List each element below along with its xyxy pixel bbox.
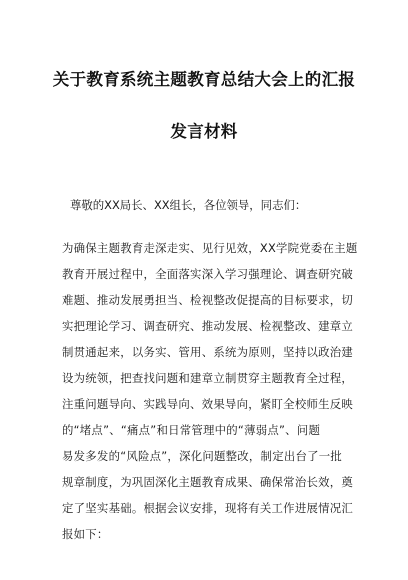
body-line: 规章制度，为巩固深化主题教育成果、确保常治长效，奠	[62, 475, 354, 489]
document-title-line-1: 关于教育系统主题教育总结大会上的汇报	[52, 70, 356, 89]
body-line: 为确保主题教育走深走实、见行见效，XX学院党委在主题	[62, 241, 358, 255]
body-line: 制贯通起来，以务实、管用、系统为原则，坚持以政治建	[62, 345, 354, 359]
body-line: 难题、推动发展勇担当、检视整改促提高的目标要求，切	[62, 293, 354, 307]
salutation: 尊敬的XX局长、XX组长，各位领导，同志们：	[70, 198, 307, 212]
body-line: 定了坚实基础。根据会议安排，现将有关工作进展情况汇	[62, 501, 354, 515]
body-line: 注重问题导向、实践导向、效果导向，紧盯全校师生反映	[62, 397, 354, 411]
body-line: 设为统领，把查找问题和建章立制贯穿主题教育全过程，	[62, 371, 354, 385]
body-line: 教育开展过程中，全面落实深入学习强理论、调查研究破	[62, 267, 354, 281]
body-line: 易发多发的“风险点”，深化问题整改，制定出台了一批	[62, 449, 343, 463]
document-title-line-2: 发言材料	[170, 122, 238, 141]
body-line: 的“堵点”、“痛点”和日常管理中的“薄弱点”、问题	[62, 423, 321, 437]
body-line: 实把理论学习、调查研究、推动发展、检视整改、建章立	[62, 319, 354, 333]
body-line: 报如下：	[62, 527, 109, 541]
